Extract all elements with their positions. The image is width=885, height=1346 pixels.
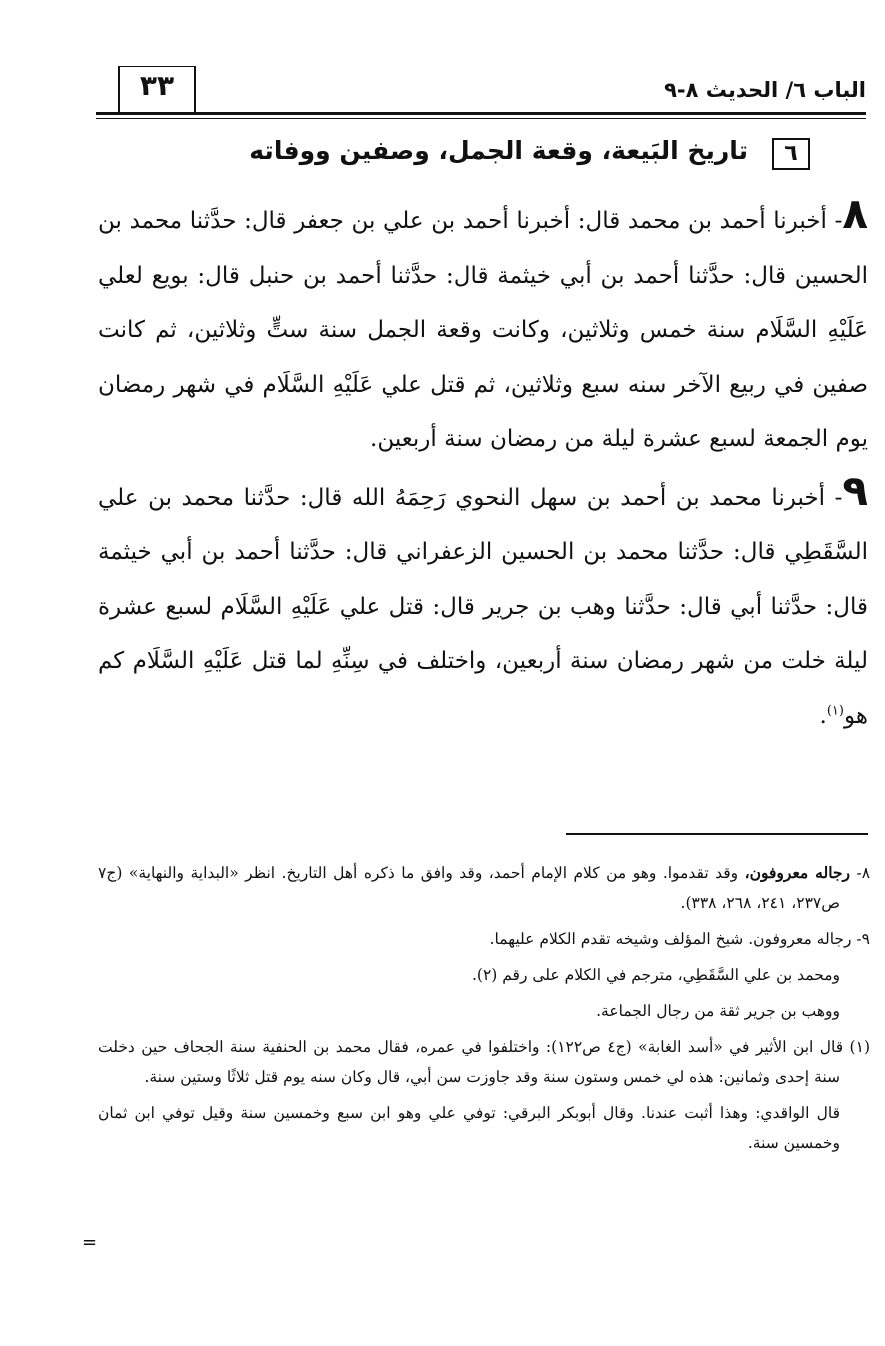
chapter-heading: [150, 136, 810, 180]
footnotes: [98, 858, 870, 1164]
footnote-bold-lead: رجاله معروفون،: [744, 863, 850, 882]
footnote-label: ٨-: [849, 864, 871, 882]
hadith-text: - أخبرنا محمد بن أحمد بن سهل النحوي رَحِمَهُ الله قال: حدَّثنا محمد بن علي السَّقَطِي قال: حدَّثنا محمد بن الحسين الزعفراني قال: حدَّثنا أحمد بن أبي خيثمة قال: حدَّثنا أبي قال: حدَّثنا وهب بن جرير قال: قتل علي عَلَيْهِ السَّلَام لسبع عشرة ليلة خلت من شهر رمضان سنة أربعين، واختلف في سِنِّهِ لما قتل عَلَيْهِ السَّلَام كم هو: [98, 484, 868, 729]
running-header: [96, 66, 866, 122]
main-text: [98, 189, 868, 747]
footnote-9-sub-2: ووهب بن جرير ثقة من رجال الجماعة.: [596, 1002, 840, 1020]
footnote-9-sub-1: ومحمد بن علي السَّقَطِي، مترجم في الكلام على رقم (٢).: [471, 966, 840, 984]
page-number: ٣٣: [139, 69, 175, 102]
page-number-box: [118, 66, 196, 112]
footnote-continuation-mark: =: [82, 1232, 98, 1253]
chapter-number: ٦: [772, 138, 810, 170]
footnote-1: (١) قال ابن الأثير في «أسد الغابة» (ج٤ ص١٢٢): واختلفوا في عمره، فقال محمد بن الحنفية سنة الجحاف حين دخلت سنة إحدى وثمانين: هذه لي خمس وستون سنة وقد جاوزت سن أبي، قال وكان سنه يوم قتل ثلاثًا وستين سنة.: [98, 1038, 870, 1086]
footnote-text: وقد تقدموا. وهو من كلام الإمام أحمد، وقد وافق ما ذكره أهل التاريخ. انظر «البداية والنهاية» (ج٧ ص٢٣٧، ٢٤١، ٢٦٨، ٣٣٨).: [98, 864, 840, 912]
hadith-text: - أخبرنا أحمد بن محمد قال: أخبرنا أحمد بن علي بن جعفر قال: حدَّثنا محمد بن الحسين قال: حدَّثنا أحمد بن أبي خيثمة قال: حدَّثنا أحمد بن حنبل قال: بويع لعلي عَلَيْهِ السَّلَام سنة خمس وثلاثين، وكانت وقعة الجمل سنة ستٍّ وثلاثين، ثم كانت صفين في ربيع الآخر سنه سبع وثلاثين، ثم قتل علي عَلَيْهِ السَّلَام في شهر رمضان يوم الجمعة لسبع عشرة ليلة من رمضان سنة أربعين.: [98, 208, 868, 452]
hadith-end: .: [819, 702, 827, 729]
header-rule-thin: [96, 118, 866, 119]
footnote-separator: [566, 833, 868, 835]
hadith-8: [98, 189, 868, 467]
footnote-1-sub: قال الواقدي: وهذا أثبت عندنا. وقال أبوبكر البرقي: توفي علي وهو ابن سبع وخمسين سنة وقيل توفي ابن ثمان وخمسين سنة.: [98, 1104, 840, 1152]
hadith-number: ٨: [842, 189, 868, 238]
running-title: الباب ٦/ الحديث ٨-٩: [664, 78, 866, 102]
hadith-9: [98, 465, 868, 744]
footnote-reference: (١): [826, 702, 844, 718]
header-rule: [96, 112, 866, 115]
chapter-title: تاريخ البَيعة، وقعة الجمل، وصفين ووفاته: [249, 136, 748, 165]
footnote-9: ٩- رجاله معروفون. شيخ المؤلف وشيخه تقدم الكلام عليهما.: [489, 930, 870, 948]
footnote-8: [98, 858, 870, 918]
hadith-number: ٩: [842, 465, 868, 515]
